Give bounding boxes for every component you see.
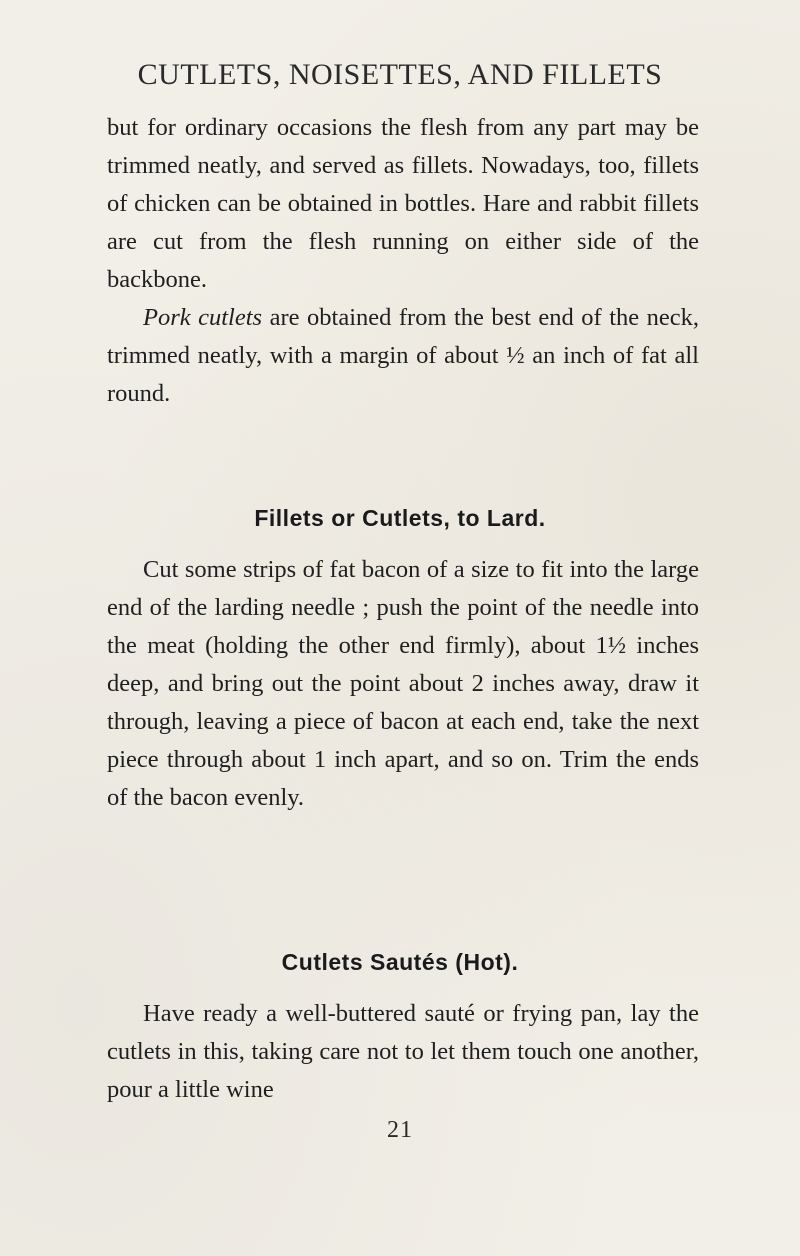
page-number: 21	[387, 1117, 413, 1143]
pork-cutlets-text: are obtained from the best end of the neck, trimmed neatly, with a margin of about ½ an inch of fat all round.	[107, 304, 700, 407]
paragraph-larding: Cut some strips of fat bacon of a size to fit into the large end of the larding needle ; push the point of the needle into the meat (holding the other end firmly), about 1½ inches deep, and bring out the point about 2 inches away, draw it through, leaving a piece of bacon at each end, take the next piece through about 1 inch apart, and so on. Trim the ends of the bacon evenly.	[107, 556, 699, 811]
text-block-intro	[107, 109, 699, 413]
pork-cutlets-term: Pork cutlets	[143, 304, 263, 331]
paragraph-pork-cutlets	[107, 299, 699, 413]
running-head: CUTLETS, NOISETTES, AND FILLETS	[137, 58, 663, 91]
text-block-sautes	[107, 995, 699, 1109]
paragraph-sautes: Have ready a well-buttered sauté or frying pan, lay the cutlets in this, taking care not to let them touch one another, pour a little wine	[107, 1000, 699, 1103]
section-heading-sautes: Cutlets Sautés (Hot).	[281, 949, 519, 975]
section-heading-larding: Fillets or Cutlets, to Lard.	[254, 505, 546, 531]
text-block-larding	[107, 551, 699, 817]
paragraph-fillets: but for ordinary occasions the flesh from any part may be trimmed neatly, and served as fillets. Nowadays, too, fillets of chicken can be obtained in bottles. Hare and rabbit fillets are cut from the flesh running on either side of the backbone.	[107, 114, 699, 293]
